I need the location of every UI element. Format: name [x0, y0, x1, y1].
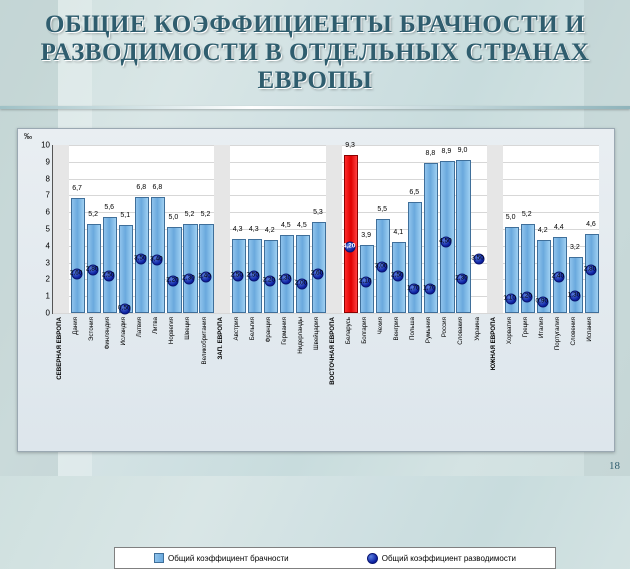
- dot-value-label: 2,10: [358, 277, 372, 285]
- bar: [569, 257, 583, 313]
- dot-value-label: 2,50: [101, 271, 115, 278]
- bar: [408, 202, 422, 313]
- x-axis-label-slot: [100, 315, 116, 430]
- plot-area: [41, 140, 599, 318]
- chart-category-slot: [278, 145, 294, 313]
- x-axis-tick-label: Греция: [521, 317, 529, 338]
- x-axis-tick-label: Литва: [152, 317, 160, 335]
- x-axis-label-slot: [229, 315, 245, 430]
- bar-value-label: 3,9: [361, 232, 371, 240]
- chart-category-slot: [149, 145, 165, 313]
- dot-marker-icon: [367, 553, 378, 564]
- x-axis-tick-label: Румыния: [425, 317, 433, 344]
- dot-value-label: 0,50: [117, 304, 131, 312]
- x-axis-label-slot: [566, 315, 582, 430]
- bar-value-label: 6,8: [152, 183, 163, 191]
- chart-category-slot: [214, 145, 230, 313]
- bar: [71, 198, 85, 313]
- title-divider: [0, 106, 630, 109]
- x-axis-tick-label: ЮЖНАЯ ЕВРОПА: [489, 317, 497, 371]
- chart-category-slot: [551, 145, 567, 313]
- x-axis-label-slot: [132, 315, 148, 430]
- dot-value-label: 0,90: [535, 297, 549, 305]
- dot-value-label: 2,40: [551, 272, 565, 280]
- bar: [344, 155, 358, 313]
- bar-value-label: 6,5: [409, 188, 420, 196]
- chart-category-slot: [567, 145, 583, 313]
- bar-value-label: 9,0: [457, 146, 468, 154]
- x-axis-tick-label: Испания: [585, 317, 593, 342]
- x-axis-label-slot: [421, 315, 437, 430]
- dot-value-label: 1,20: [519, 292, 533, 300]
- axis-unit-label: ‰: [24, 132, 32, 141]
- chart-category-slot: [133, 145, 149, 313]
- bar-value-label: 4,2: [537, 227, 548, 235]
- bar-value-label: 8,9: [441, 148, 452, 156]
- dot-value-label: 3,50: [133, 254, 147, 262]
- dot-value-label: 2,20: [262, 276, 276, 284]
- x-axis-tick-label: Италия: [537, 317, 545, 339]
- x-axis-label-slot: [213, 315, 229, 430]
- dot-value-label: 3,50: [471, 254, 484, 262]
- bar-value-label: 4,3: [248, 225, 259, 233]
- chart-category-slot: [69, 145, 85, 313]
- chart-category-slot: [519, 145, 535, 313]
- chart-category-slot: [165, 145, 181, 313]
- chart-category-slot: [454, 145, 470, 313]
- dot-value-label: 3,00: [374, 262, 388, 270]
- chart-category-slot: [85, 145, 101, 313]
- dot-value-label: 2,50: [390, 271, 404, 278]
- bar-value-label: 6,7: [72, 185, 82, 193]
- chart-category-slot: [471, 145, 487, 313]
- x-axis-tick-label: Беларусь: [344, 317, 352, 345]
- x-axis-label-slot: [52, 315, 68, 430]
- dot-value-label: 2,60: [310, 269, 324, 277]
- chart-category-slot: [326, 145, 342, 313]
- x-axis-tick-label: Португалия: [553, 317, 561, 351]
- bar-value-label: 5,0: [505, 214, 516, 221]
- bar-value-label: 5,6: [104, 203, 115, 211]
- bar: [167, 227, 181, 313]
- y-axis-tick-label: 4: [45, 241, 50, 251]
- x-axis-tick-label: Финляндия: [104, 317, 112, 350]
- x-axis-tick-label: Эстония: [88, 317, 96, 341]
- chart-category-slot: [181, 145, 197, 313]
- chart-category-slot: [422, 145, 438, 313]
- chart-category-slot: [535, 145, 551, 313]
- x-axis-label-slot: [148, 315, 164, 430]
- chart-category-slot: [310, 145, 326, 313]
- page-title: ОБЩИЕ КОЭФФИЦИЕНТЫ БРАЧНОСТИ И РАЗВОДИМОСТИ В ОТДЕЛЬНЫХ СТРАНАХ ЕВРОПЫ: [40, 11, 590, 94]
- x-axis-label-slot: [309, 315, 325, 430]
- x-axis-tick-label: Швейцария: [312, 317, 320, 351]
- x-axis-tick-label: Франция: [264, 317, 272, 343]
- y-axis-tick-label: 6: [45, 207, 50, 217]
- x-axis-tick-label: Германия: [280, 317, 288, 345]
- x-axis-tick-label: Чехия: [377, 317, 385, 335]
- legend-item-divorce: [367, 553, 516, 564]
- x-axis-label-slot: [277, 315, 293, 430]
- y-axis-tick-label: 8: [45, 174, 50, 184]
- x-axis-tick-label: Дания: [71, 317, 79, 335]
- chart-category-slot: [101, 145, 117, 313]
- chart-category-slot: [438, 145, 454, 313]
- bar-value-label: 5,3: [313, 208, 323, 216]
- y-axis-tick-label: 1: [45, 291, 50, 301]
- bar: [103, 217, 117, 313]
- dot-value-label: 2,80: [583, 265, 597, 273]
- bar-value-label: 4,5: [297, 222, 307, 230]
- chart-category-slot: [198, 145, 214, 313]
- chart-category-slot: [230, 145, 246, 313]
- chart-category-slot: [262, 145, 278, 313]
- dot-value-label: 2,40: [198, 272, 211, 280]
- legend-item-marriage: [154, 553, 289, 563]
- x-axis-label-slot: [518, 315, 534, 430]
- bar-value-label: 5,2: [521, 210, 532, 218]
- bar: [296, 235, 310, 313]
- dot-value-label: 2,20: [166, 276, 179, 284]
- y-axis-tick-label: 0: [45, 308, 50, 318]
- x-axis-label-slot: [261, 315, 277, 430]
- x-axis-label-slot: [550, 315, 566, 430]
- chart-category-slot: [246, 145, 262, 313]
- x-axis-tick-label: ЗАП. ЕВРОПА: [216, 317, 224, 360]
- dot-value-label: 4,50: [439, 237, 452, 245]
- bar-value-label: 4,2: [264, 227, 275, 235]
- x-axis-label-slot: [341, 315, 357, 430]
- bar-value-label: 9,3: [345, 141, 355, 149]
- chart-category-slot: [390, 145, 406, 313]
- x-axis-label-slot: [453, 315, 469, 430]
- bar-value-label: 4,4: [553, 224, 564, 232]
- x-axis-tick-label: Болгария: [361, 317, 369, 344]
- bar-value-label: 8,8: [425, 150, 436, 158]
- x-axis-tick-label: Украина: [473, 317, 481, 341]
- bar: [119, 225, 133, 313]
- x-axis-tick-label: Россия: [441, 317, 449, 338]
- dot-value-label: 2,30: [278, 274, 292, 282]
- gridline: [53, 313, 599, 314]
- x-axis-label-slot: [502, 315, 518, 430]
- chart-category-slot: [53, 145, 69, 313]
- chart-category-slot: [487, 145, 503, 313]
- x-axis-label-slot: [389, 315, 405, 430]
- chart-category-slot: [358, 145, 374, 313]
- x-axis-label-slot: [164, 315, 180, 430]
- dot-value-label: 4,20: [342, 242, 356, 250]
- slide-title-area: [0, 0, 630, 106]
- dot-value-label: 2,30: [182, 274, 195, 282]
- x-axis-label-slot: [197, 315, 213, 430]
- legend-label-divorce: Общий коэффициент разводимости: [381, 553, 516, 563]
- x-axis-label-slot: [245, 315, 261, 430]
- x-axis-tick-label: Бельгия: [248, 317, 256, 341]
- dot-value-label: 2,50: [230, 271, 243, 278]
- x-axis-tick-label: Великобритания: [200, 317, 208, 365]
- chart-category-slot: [503, 145, 519, 313]
- x-axis-label-slot: [325, 315, 341, 430]
- bar-value-label: 4,6: [586, 220, 596, 228]
- x-axis-label-slot: [470, 315, 486, 430]
- bar-value-label: 5,2: [184, 210, 195, 218]
- x-axis-tick-label: ВОСТОЧНАЯ ЕВРОПА: [328, 317, 336, 385]
- bar-value-label: 6,8: [136, 183, 147, 191]
- bar-value-label: 5,2: [88, 210, 98, 218]
- x-axis-tick-label: Хорватия: [505, 317, 513, 345]
- x-axis-tick-label: Австрия: [232, 317, 240, 341]
- bar-value-label: 5,1: [120, 212, 131, 220]
- bar-value-label: 5,0: [168, 214, 179, 221]
- y-axis-tick-label: 5: [45, 224, 50, 234]
- y-axis-tick-label: 7: [45, 190, 50, 200]
- dot-value-label: 1,10: [503, 294, 516, 302]
- category-axis-labels: [52, 315, 598, 430]
- x-axis-label-slot: [534, 315, 550, 430]
- chart-category-slot: [294, 145, 310, 313]
- dot-value-label: 2,80: [85, 265, 99, 273]
- x-axis-tick-label: Польша: [409, 317, 417, 340]
- dot-value-label: 2,60: [69, 269, 83, 277]
- x-axis-tick-label: Словакия: [457, 317, 465, 345]
- chart-category-slot: [583, 145, 599, 313]
- x-axis-tick-label: Нидерланды: [296, 317, 304, 354]
- dot-value-label: 2,50: [246, 271, 260, 278]
- x-axis-label-slot: [180, 315, 196, 430]
- chart-category-slot: [342, 141, 358, 313]
- bar: [199, 224, 213, 313]
- x-axis-label-slot: [357, 315, 373, 430]
- x-axis-tick-label: Латвия: [136, 317, 144, 338]
- x-axis-label-slot: [405, 315, 421, 430]
- bar-value-label: 4,1: [393, 229, 404, 237]
- x-axis-label-slot: [293, 315, 309, 430]
- chart-legend: [114, 547, 556, 569]
- dot-value-label: 1,30: [567, 291, 581, 299]
- chart-category-slot: [406, 145, 422, 313]
- dot-value-label: 1,70: [423, 284, 436, 292]
- x-axis-tick-label: Исландия: [120, 317, 128, 346]
- x-axis-tick-label: Словения: [569, 317, 577, 346]
- chart-category-slot: [117, 145, 133, 313]
- dot-value-label: 2,30: [455, 274, 468, 282]
- y-axis-tick-label: 9: [45, 157, 50, 167]
- x-axis-label-slot: [437, 315, 453, 430]
- y-axis-tick-label: 3: [45, 258, 50, 268]
- bar-swatch-icon: [154, 553, 164, 563]
- dot-value-label: 2,00: [294, 279, 308, 287]
- bar-value-label: 4,3: [232, 225, 243, 233]
- x-axis-tick-label: СЕВЕРНАЯ ЕВРОПА: [55, 317, 63, 380]
- y-axis-tick-label: 2: [45, 274, 50, 284]
- x-axis-tick-label: Швеция: [184, 317, 192, 340]
- chart-category-slot: [374, 145, 390, 313]
- bar: [456, 160, 470, 313]
- legend-label-marriage: Общий коэффициент брачности: [168, 553, 289, 563]
- x-axis-tick-label: Норвегия: [168, 317, 176, 345]
- x-axis-label-slot: [68, 315, 84, 430]
- page-number: 18: [609, 460, 620, 472]
- dot-value-label: 1,70: [406, 284, 420, 292]
- bar-series: [53, 141, 599, 313]
- x-axis-label-slot: [373, 315, 389, 430]
- x-axis-label-slot: [582, 315, 598, 430]
- bar-value-label: 3,2: [570, 244, 580, 252]
- x-axis-label-slot: [84, 315, 100, 430]
- y-axis-tick-label: 10: [41, 140, 50, 150]
- x-axis-tick-label: Венгрия: [393, 317, 401, 341]
- bar-value-label: 5,5: [377, 205, 388, 213]
- dot-value-label: 3,40: [150, 255, 163, 263]
- bar-value-label: 5,2: [200, 210, 211, 218]
- x-axis-label-slot: [486, 315, 502, 430]
- bar: [183, 224, 197, 313]
- x-axis-label-slot: [116, 315, 132, 430]
- bar-value-label: 4,5: [280, 222, 291, 230]
